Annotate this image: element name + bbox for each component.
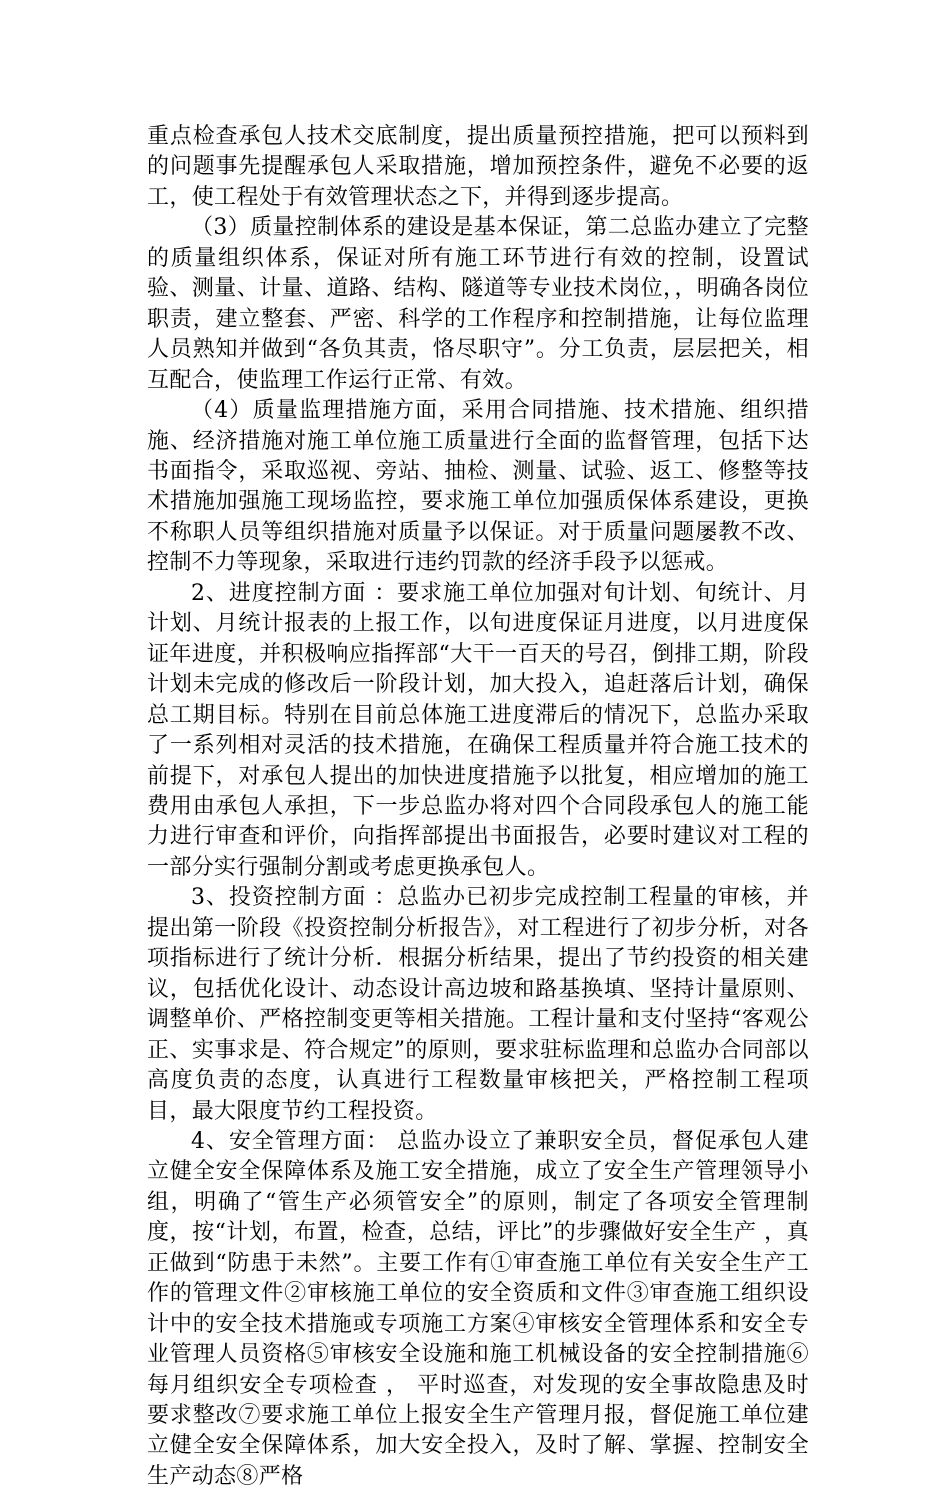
paragraph-quality-measures: （4）质量监理措施方面，采用合同措施、技术措施、组织措施、经济措施对施工单位施工质量进行全面的监督管理，包括下达书面指令，采取巡视、旁站、抽检、测量、试验、返工、修整等技术措施加强施工现场监控，要求施工单位加强质保体系建设，更换不称职人员等组织措施对质量予以保证。对于质量问题屡教不改、控制不力等现象，采取进行违约罚款的经济手段予以惩戒。 — [147, 398, 809, 576]
paragraph-progress-control: 2、进度控制方面 ：要求施工单位加强对旬计划、旬统计、月计划、月统计报表的上报工作，以旬进度保证月进度，以月进度保证年进度，并积极响应指挥部“大干一百天的号召，倒排工期，阶段计划未完成的修改后一阶段计划，加大投入，追赶落后计划，确保总工期目标。特别在目前总体施工进度滞后的情况下，总监办采取了一系列相对灵活的技术措施，在确保工程质量并符合施工技术的前提下，对承包人提出的加快进度措施予以批复，相应增加的施工费用由承包人承担，下一步总监办将对四个合同段承包人的施工能力进行审查和评价，向指挥部提出书面报告，必要时建议对工程的一部分实行强制分割或考虑更换承包人。 — [147, 580, 809, 880]
paragraph-quality-system: （3）质量控制体系的建设是基本保证，第二总监办建立了完整的质量组织体系，保证对所有施工环节进行有效的控制，设置试验、测量、计量、道路、结构、隧道等专业技术岗位，，明确各岗位职责，建立整套、严密、科学的工作程序和控制措施，让每位监理人员熟知并做到“各负其责，恪尽职守”。分工负责，层层把关，相互配合，使监理工作运行正常、有效。 — [147, 215, 809, 393]
paragraph-continuation: 重点检查承包人技术交底制度，提出质量预控措施，把可以预料到的问题事先提醒承包人采取措施，增加预控条件，避免不必要的返工，使工程处于有效管理状态之下，并得到逐步提高。 — [147, 124, 809, 210]
paragraph-investment-control: 3、投资控制方面 ：总监办已初步完成控制工程量的审核，并提出第一阶段《投资控制分析报告》，对工程进行了初步分析，对各项指标进行了统计分析．根据分析结果，提出了节约投资的相关建议，包括优化设计、动态设计高边坡和路基换填、坚持计量原则、调整单价、严格控制变更等相关措施。工程计量和支付坚持“客观公正、实事求是、符合规定”的原则，要求驻标监理和总监办合同部以高度负责的态度，认真进行工程数量审核把关，严格控制工程项目，最大限度节约工程投资。 — [147, 885, 809, 1124]
paragraph-safety-management: 4、安全管理方面： 总监办设立了兼职安全员，督促承包人建立健全安全保障体系及施工安全措施，成立了安全生产管理领导小组，明确了“管生产必须管安全”的原则，制定了各项安全管理制度，按“计划，布置，检查，总结，评比”的步骤做好安全生产 ，真正做到“防患于未然”。主要工作有①审查施工单位有关安全生产工作的管理文件②审核施工单位的安全资质和文件③审查施工组织设计中的安全技术措施或专项施工方案④审核安全管理体系和安全专业管理人员资格⑤审核安全设施和施工机械设备的安全控制措施⑥每月组织安全专项检查 ， 平时巡查，对发现的安全事故隐患及时要求整改⑦要求施工单位上报安全生产管理月报，督促施工单位建立健全安全保障体系，加大安全投入，及时了解、掌握、控制安全生产动态⑧严格 — [147, 1128, 809, 1489]
document-body — [147, 122, 809, 1492]
